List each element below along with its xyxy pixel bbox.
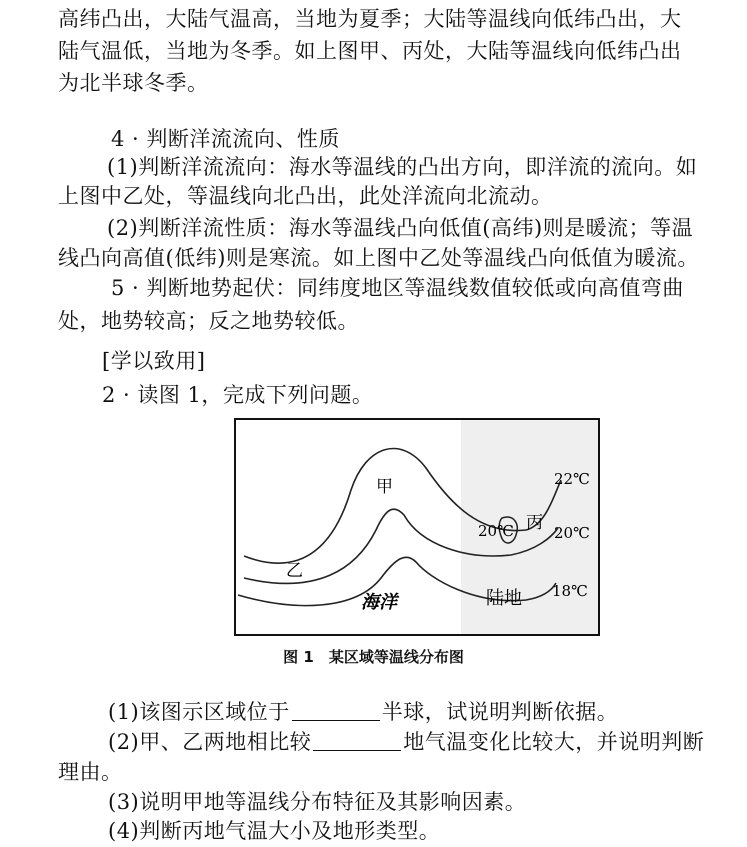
isotherm-figure	[234, 418, 600, 636]
label-bing: 丙	[526, 513, 543, 533]
question-2-continued: 理由。	[58, 760, 123, 784]
question-2	[108, 727, 704, 757]
paragraph-line-8: 线凸向高值(低纬)则是寒流。如上图中乙处等温线凸向低值为暖流。	[58, 246, 699, 270]
label-ocean: 海洋	[361, 592, 397, 613]
answer-blank-2[interactable]	[313, 730, 401, 751]
label-isotherm-20: 20℃	[554, 524, 590, 542]
paragraph-line-1: 高纬凸出，大陆气温高，当地为夏季；大陆等温线向低纬凸出，大	[58, 7, 682, 31]
answer-blank-1[interactable]	[292, 700, 380, 721]
paragraph-line-10: 处，地势较高；反之地势较低。	[58, 309, 359, 333]
paragraph-line-9: 5 · 判断地势起伏：同纬度地区等温线数值较低或向高值弯曲	[111, 276, 684, 300]
question-1-suffix: 半球，试说明判断依据。	[381, 700, 619, 724]
section-heading-4: 4 · 判断洋流流向、性质	[111, 127, 340, 151]
paragraph-line-3: 为北半球冬季。	[58, 71, 209, 95]
paragraph-line-6: 上图中乙处，等温线向北凸出，此处洋流向北流动。	[58, 184, 553, 208]
question-1-prefix: (1)该图示区域位于	[108, 700, 290, 724]
isotherm-map	[236, 420, 598, 634]
paragraph-line-7: (2)判断洋流性质：海水等温线凸向低值(高纬)则是暖流；等温	[107, 216, 694, 240]
question-4: (4)判断丙地气温大小及地形类型。	[108, 819, 441, 843]
question-2-suffix: 地气温变化比较大，并说明判断	[403, 730, 705, 754]
question-3: (3)说明甲地等温线分布特征及其影响因素。	[108, 790, 527, 814]
paragraph-line-5: (1)判断洋流流向：海水等温线的凸出方向，即洋流的流向。如	[107, 155, 698, 179]
label-jia: 甲	[376, 477, 393, 497]
label-yi: 乙	[286, 561, 303, 581]
question-2-prefix: (2)甲、乙两地相比较	[108, 730, 312, 754]
section-heading-practice: [学以致用]	[102, 349, 206, 373]
label-isotherm-22: 22℃	[554, 470, 590, 488]
question-1	[108, 697, 618, 727]
figure-caption: 图 1 某区域等温线分布图	[283, 648, 464, 666]
label-isotherm-20-inner: 20℃	[478, 522, 514, 540]
question-intro: 2 · 读图 1，完成下列问题。	[102, 383, 374, 407]
label-isotherm-18: 18℃	[552, 582, 588, 600]
paragraph-line-2: 陆气温低，当地为冬季。如上图甲、丙处，大陆等温线向低纬凸出	[58, 39, 682, 63]
label-land: 陆地	[486, 588, 522, 609]
